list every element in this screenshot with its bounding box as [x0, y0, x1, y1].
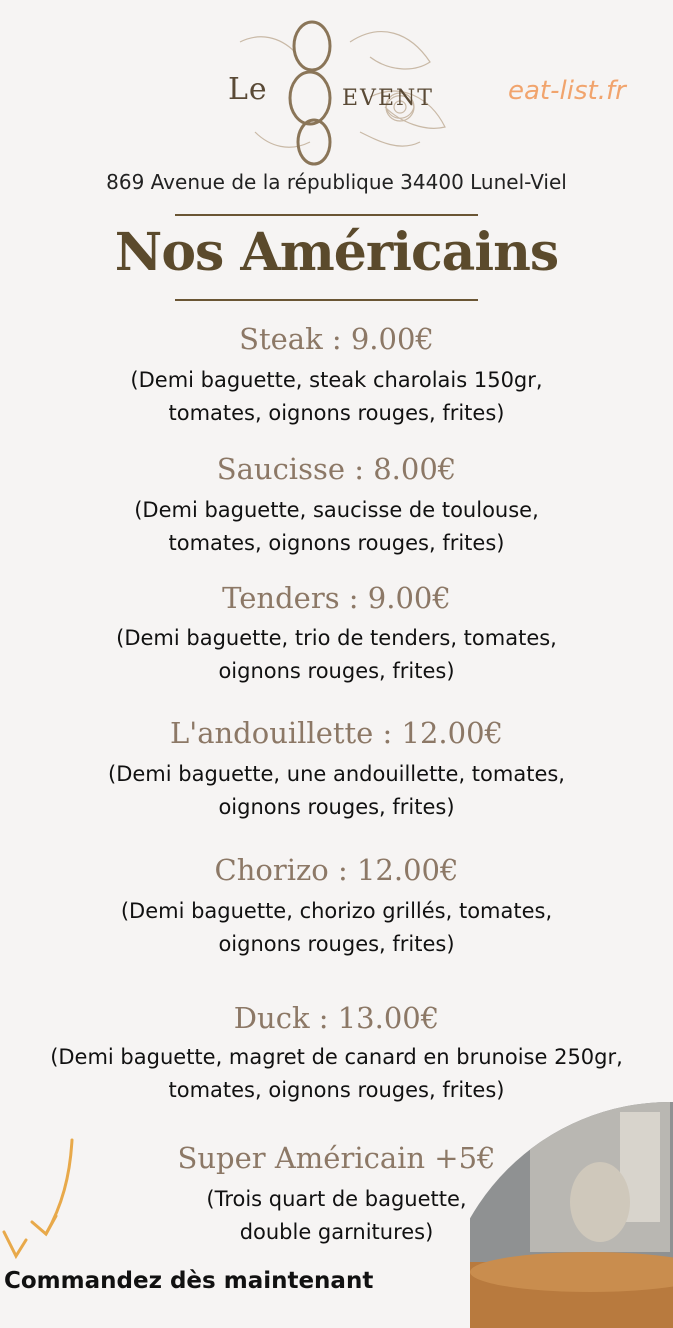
address: 869 Avenue de la république 34400 Lunel-Viel [106, 170, 567, 194]
brand-logo [200, 2, 460, 172]
logo-suffix: EVENT [342, 86, 434, 111]
logo-prefix: Le [228, 72, 268, 107]
item-desc-chorizo: (Demi baguette, chorizo grillés, tomates, oignons rouges, frites) [120, 899, 553, 956]
item-desc-saucisse: (Demi baguette, saucisse de toulouse, tomates, oignons rouges, frites) [134, 498, 539, 555]
item-name-super-americain: Super Américain +5€ [177, 1141, 496, 1175]
item-name-saucisse: Saucisse : 8.00€ [216, 452, 457, 486]
divider-bottom [175, 299, 478, 301]
item-desc-steak: (Demi baguette, steak charolais 150gr, tomates, oignons rouges, frites) [130, 368, 543, 425]
page-title: Nos Américains [114, 222, 559, 283]
item-desc-andouillette: (Demi baguette, une andouillette, tomates, oignons rouges, frites) [108, 762, 565, 819]
sandwich-photo [470, 1092, 673, 1328]
item-name-steak: Steak : 9.00€ [239, 322, 434, 356]
item-name-chorizo: Chorizo : 12.00€ [214, 853, 459, 887]
watermark: eat-list.fr [508, 76, 626, 106]
item-desc-super-americain: (Trois quart de baguette, double garnitures) [206, 1187, 467, 1244]
order-now-cta[interactable]: Commandez dès maintenant [4, 1268, 374, 1294]
item-desc-duck: (Demi baguette, magret de canard en brunoise 250gr, tomates, oignons rouges, frites) [50, 1045, 623, 1102]
item-name-duck: Duck : 13.00€ [233, 1001, 440, 1035]
arrow-down-icon [0, 1136, 90, 1266]
item-name-andouillette: L'andouillette : 12.00€ [169, 716, 504, 750]
divider-top [175, 214, 478, 216]
item-name-tenders: Tenders : 9.00€ [222, 581, 451, 615]
item-desc-tenders: (Demi baguette, trio de tenders, tomates, oignons rouges, frites) [116, 626, 557, 683]
